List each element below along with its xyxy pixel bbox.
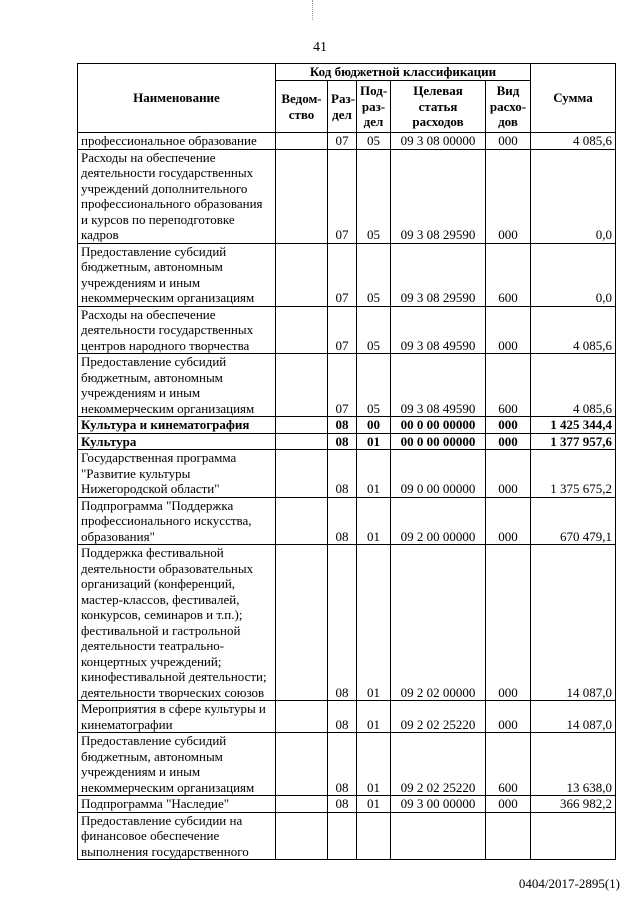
- row-expense-type: 000: [486, 450, 531, 498]
- row-podrazdel: 01: [357, 497, 391, 545]
- row-vedomstvo: [276, 497, 328, 545]
- table-row: [78, 354, 616, 417]
- row-vedomstvo: [276, 417, 328, 434]
- row-sum: 14 087,0: [531, 545, 616, 701]
- header-vid-rashodov: Вид расхо- дов: [486, 81, 531, 133]
- row-sum: 4 085,6: [531, 354, 616, 417]
- row-vedomstvo: [276, 149, 328, 243]
- row-podrazdel: 05: [357, 149, 391, 243]
- row-razdel: 07: [328, 133, 357, 150]
- row-vedomstvo: [276, 733, 328, 796]
- row-name: профессиональное образование: [78, 133, 276, 150]
- row-vedomstvo: [276, 812, 328, 860]
- row-name: Культура и кинематография: [78, 417, 276, 434]
- table-row: [78, 497, 616, 545]
- row-expense-type: 000: [486, 149, 531, 243]
- row-vedomstvo: [276, 354, 328, 417]
- row-expense-type: [486, 812, 531, 860]
- row-razdel: 08: [328, 497, 357, 545]
- row-razdel: 08: [328, 417, 357, 434]
- row-podrazdel: 01: [357, 450, 391, 498]
- row-razdel: [328, 812, 357, 860]
- table-row: [78, 450, 616, 498]
- row-expense-type: 000: [486, 433, 531, 450]
- scan-crop-mark: [312, 0, 313, 20]
- row-podrazdel: 05: [357, 354, 391, 417]
- row-expense-type: 000: [486, 306, 531, 354]
- table-row: [78, 243, 616, 306]
- row-expense-type: 000: [486, 701, 531, 733]
- budget-table: [77, 63, 616, 860]
- row-sum: 1 375 675,2: [531, 450, 616, 498]
- page-number: 41: [313, 40, 327, 55]
- header-vedomstvo: Ведом- ство: [276, 81, 328, 133]
- row-name: Подпрограмма "Наследие": [78, 796, 276, 813]
- table-row: [78, 812, 616, 860]
- row-name: Предоставление субсидии на финансовое обеспечение выполнения государственного: [78, 812, 276, 860]
- row-target-article: 09 3 08 00000: [391, 133, 486, 150]
- row-target-article: 09 2 00 00000: [391, 497, 486, 545]
- row-expense-type: 600: [486, 733, 531, 796]
- row-name: Поддержка фестивальной деятельности образовательных организаций (конференций, мастер-классов, фестивалей, конкурсов, семинаров и т.п.); фестивальной и гастрольной деятельности театрально- концертных учреждений; кинофестивальной деятельности; деятельности творческих союзов: [78, 545, 276, 701]
- row-target-article: 09 3 08 49590: [391, 306, 486, 354]
- row-razdel: 08: [328, 701, 357, 733]
- row-expense-type: 600: [486, 354, 531, 417]
- header-classification-group: Код бюджетной классификации: [276, 64, 531, 81]
- row-razdel: 07: [328, 149, 357, 243]
- row-expense-type: 000: [486, 796, 531, 813]
- row-podrazdel: [357, 812, 391, 860]
- row-razdel: 08: [328, 545, 357, 701]
- row-sum: 0,0: [531, 243, 616, 306]
- row-target-article: 09 3 08 29590: [391, 149, 486, 243]
- header-name: Наименование: [78, 64, 276, 133]
- row-sum: 366 982,2: [531, 796, 616, 813]
- row-vedomstvo: [276, 433, 328, 450]
- row-expense-type: 000: [486, 545, 531, 701]
- header-podrazdel: Под- раз- дел: [357, 81, 391, 133]
- row-podrazdel: 05: [357, 133, 391, 150]
- table-row: [78, 796, 616, 813]
- row-podrazdel: 00: [357, 417, 391, 434]
- table-row: [78, 701, 616, 733]
- row-name: Предоставление субсидий бюджетным, автономным учреждениям и иным некоммерческим организациям: [78, 354, 276, 417]
- row-podrazdel: 01: [357, 733, 391, 796]
- row-target-article: 09 3 00 00000: [391, 796, 486, 813]
- row-name: Культура: [78, 433, 276, 450]
- row-expense-type: 000: [486, 417, 531, 434]
- row-razdel: 08: [328, 433, 357, 450]
- row-name: Подпрограмма "Поддержка профессионального искусства, образования": [78, 497, 276, 545]
- row-sum: 0,0: [531, 149, 616, 243]
- row-podrazdel: 01: [357, 701, 391, 733]
- table-row: [78, 733, 616, 796]
- row-name: Расходы на обеспечение деятельности государственных учреждений дополнительного профессионального образования и курсов по переподготовке кадров: [78, 149, 276, 243]
- header-sum: Сумма: [531, 64, 616, 133]
- row-name: Государственная программа "Развитие культуры Нижегородской области": [78, 450, 276, 498]
- table-header: [78, 64, 616, 133]
- table-row: [78, 149, 616, 243]
- table-row: [78, 433, 616, 450]
- row-target-article: [391, 812, 486, 860]
- table-row: [78, 133, 616, 150]
- table-row: [78, 306, 616, 354]
- row-podrazdel: 05: [357, 243, 391, 306]
- row-vedomstvo: [276, 450, 328, 498]
- row-expense-type: 600: [486, 243, 531, 306]
- row-podrazdel: 01: [357, 796, 391, 813]
- row-target-article: 00 0 00 00000: [391, 417, 486, 434]
- row-target-article: 09 3 08 29590: [391, 243, 486, 306]
- row-target-article: 09 2 02 00000: [391, 545, 486, 701]
- row-target-article: 09 0 00 00000: [391, 450, 486, 498]
- row-podrazdel: 05: [357, 306, 391, 354]
- row-razdel: 08: [328, 796, 357, 813]
- row-target-article: 09 2 02 25220: [391, 733, 486, 796]
- row-target-article: 09 2 02 25220: [391, 701, 486, 733]
- row-sum: 670 479,1: [531, 497, 616, 545]
- row-sum: 1 425 344,4: [531, 417, 616, 434]
- row-razdel: 07: [328, 243, 357, 306]
- table-body: [78, 133, 616, 860]
- row-expense-type: 000: [486, 497, 531, 545]
- row-name: Предоставление субсидий бюджетным, автономным учреждениям и иным некоммерческим организациям: [78, 733, 276, 796]
- row-vedomstvo: [276, 306, 328, 354]
- header-razdel: Раз- дел: [328, 81, 357, 133]
- row-razdel: 07: [328, 354, 357, 417]
- document-code: 0404/2017-2895(1): [518, 876, 620, 891]
- row-sum: [531, 812, 616, 860]
- header-celevaya-statya: Целевая статья расходов: [391, 81, 486, 133]
- table-row: [78, 417, 616, 434]
- row-vedomstvo: [276, 133, 328, 150]
- row-vedomstvo: [276, 243, 328, 306]
- row-sum: 14 087,0: [531, 701, 616, 733]
- row-vedomstvo: [276, 701, 328, 733]
- row-razdel: 07: [328, 306, 357, 354]
- row-target-article: 00 0 00 00000: [391, 433, 486, 450]
- row-expense-type: 000: [486, 133, 531, 150]
- row-sum: 13 638,0: [531, 733, 616, 796]
- row-podrazdel: 01: [357, 545, 391, 701]
- row-podrazdel: 01: [357, 433, 391, 450]
- row-name: Мероприятия в сфере культуры и кинематографии: [78, 701, 276, 733]
- row-razdel: 08: [328, 733, 357, 796]
- row-name: Расходы на обеспечение деятельности государственных центров народного творчества: [78, 306, 276, 354]
- row-name: Предоставление субсидий бюджетным, автономным учреждениям и иным некоммерческим организациям: [78, 243, 276, 306]
- row-sum: 4 085,6: [531, 306, 616, 354]
- table-row: [78, 545, 616, 701]
- row-vedomstvo: [276, 545, 328, 701]
- row-razdel: 08: [328, 450, 357, 498]
- row-sum: 1 377 957,6: [531, 433, 616, 450]
- row-vedomstvo: [276, 796, 328, 813]
- row-sum: 4 085,6: [531, 133, 616, 150]
- row-target-article: 09 3 08 49590: [391, 354, 486, 417]
